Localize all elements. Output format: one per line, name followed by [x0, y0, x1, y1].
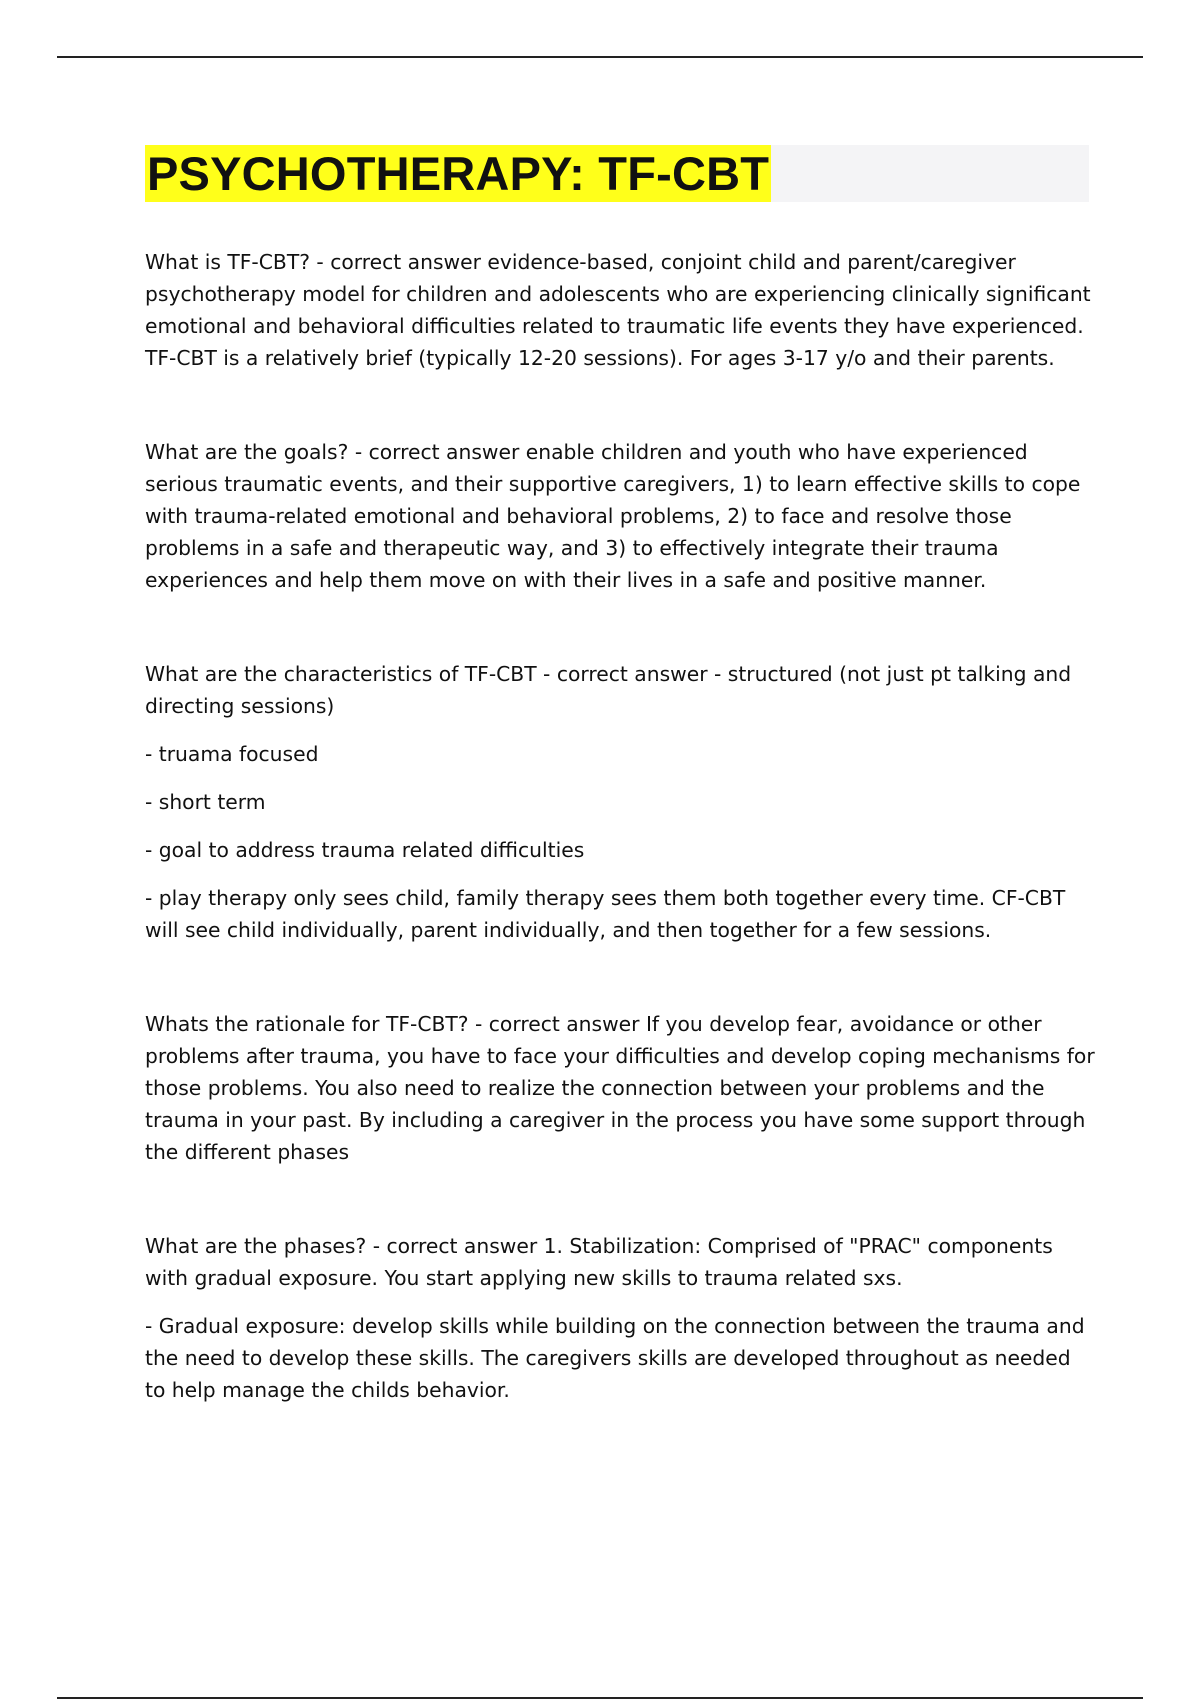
bottom-rule — [57, 1697, 1143, 1699]
top-rule — [57, 56, 1143, 58]
list-item: - play therapy only sees child, family therapy sees them both together every time. CF-CBT will see child individually, parent individually, and then together for a few sessions. — [145, 886, 1066, 942]
qa-what-is-tfcbt: What is TF-CBT? - correct answer evidence-based, conjoint child and parent/caregiver psychotherapy model for children and adolescents who are experiencing clinically significant emotional and behavioral difficulties related to traumatic life events they have experienced. TF-CBT is a relatively brief (typically 12-20 sessions). For ages 3-17 y/o and their parents. — [145, 250, 1091, 370]
list-item: - short term — [145, 790, 266, 814]
page-title: PSYCHOTHERAPY: TF-CBT — [147, 147, 770, 200]
list-item: - Gradual exposure: develop skills while building on the connection between the trauma and the need to develop these skills. The caregivers skills are developed throughout as needed to help manage the childs behavior. — [145, 1314, 1085, 1402]
qa-goals: What are the goals? - correct answer enable children and youth who have experienced serious traumatic events, and their supportive caregivers, 1) to learn effective skills to cope with trauma-related emotional and behavioral problems, 2) to face and resolve those problems in a safe and therapeutic way, and 3) to effectively integrate their trauma experiences and help them move on with their lives in a safe and positive manner. — [145, 440, 1081, 592]
list-item: - goal to address trauma related difficulties — [145, 838, 585, 862]
qa-rationale: Whats the rationale for TF-CBT? - correct answer If you develop fear, avoidance or other problems after trauma, you have to face your difficulties and develop coping mechanisms for those problems. You also need to realize the connection between your problems and the trauma in your past. By including a caregiver in the process you have some support through the different phases — [145, 1012, 1095, 1164]
list-item: - truama focused — [145, 742, 319, 766]
qa-phases: What are the phases? - correct answer 1. Stabilization: Comprised of "PRAC" components with gradual exposure. You start applying new skills to trauma related sxs. — [145, 1234, 1053, 1290]
qa-characteristics: What are the characteristics of TF-CBT - correct answer - structured (not just pt talking and directing sessions) — [145, 662, 1072, 718]
document-body — [145, 246, 1095, 1422]
